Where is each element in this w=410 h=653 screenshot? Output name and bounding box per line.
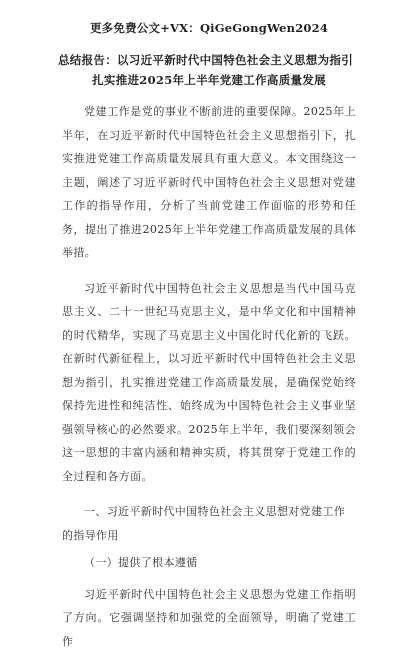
body-paragraph-subsection: 习近平新时代中国特色社会主义思想为党建工作指明了方向。它强调坚持和加强党的全面领导，明确了党建工作	[62, 583, 356, 653]
body-paragraph-thought: 习近平新时代中国特色社会主义思想是当代中国马克思主义、二十一世纪马克思主义，是中华文化和中国精神的时代精华，实现了马克思主义中国化时代化新的飞跃。在新时代新征程上，以习近平新时代中国特色社会主义思想为指引，扎实推进党建工作高质量发展，是确保党始终保持先进性和纯洁性、始终成为中国特色社会主义事业坚强领导核心的必然要求。2025年上半年，我们要深刻领会这一思想的丰富内涵和精神实质，将其贯穿于党建工作的全过程和各方面。	[62, 277, 356, 489]
document-title-line-2: 扎实推进2025年上半年党建工作高质量发展	[62, 70, 356, 90]
document-title	[62, 50, 356, 90]
subsection-heading: （一）提供了根本遵循	[62, 551, 356, 575]
body-paragraph-intro: 党建工作是党的事业不断前进的重要保障。2025年上半年，在习近平新时代中国特色社会主义思想指引下，扎实推进党建工作高质量发展具有重大意义。本文围绕这一主题，阐述了习近平新时代中国特色社会主义思想对党建工作的指导作用，分析了当前党建工作面临的形势和任务，提出了推进2025年上半年党建工作高质量发展的具体举措。	[62, 100, 356, 265]
document-title-line-1: 总结报告：以习近平新时代中国特色社会主义思想为指引	[58, 50, 356, 70]
section-heading: 一、习近平新时代中国特色社会主义思想对党建工作的指导作用	[62, 500, 356, 547]
promo-header: 更多免费公文+VX：QiGeGongWen2024	[62, 20, 356, 36]
